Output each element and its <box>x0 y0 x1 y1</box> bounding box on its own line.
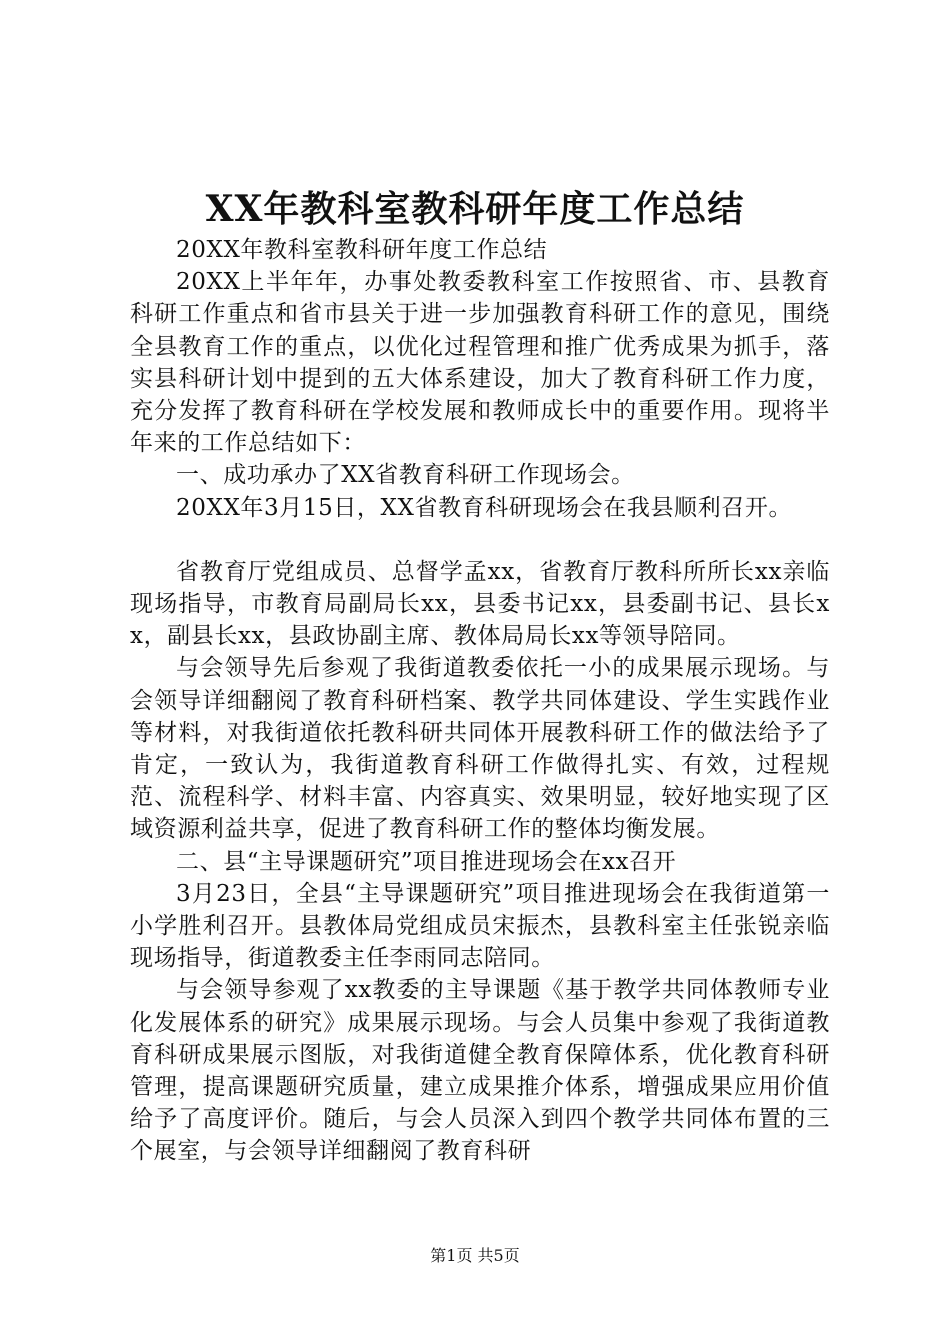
page-footer: 第1页 共5页 <box>430 1246 520 1265</box>
paragraph-visit: 与会领导先后参观了我街道教委依托一小的成果展示现场。与会领导详细翻阅了教育科研档案、教学共同体建设、学生实践作业等材料，对我街道依托教科研共同体开展教科研工作的做法给予了肯定，一致认为，我街道教育科研工作做得扎实、有效，过程规范、流程科学、材料丰富、内容真实、效果明显，较好地实现了区域资源利益共享，促进了教育科研工作的整体均衡发展。 <box>130 655 830 843</box>
paragraph-project-meeting: 3月23日，全县“主导课题研究”项目推进现场会在我街道第一小学胜利召开。县教体局党组成员宋振杰，县教科室主任张锐亲临现场指导，街道教委主任李雨同志陪同。 <box>130 880 830 972</box>
document-body <box>130 234 830 1168</box>
section-heading-1: 一、成功承办了XX省教育科研工作现场会。 <box>176 462 635 489</box>
paragraph-meeting-date: 20XX年3月15日，XX省教育科研现场会在我县顺利召开。 <box>176 494 793 521</box>
paragraph-intro: 20XX上半年年，办事处教委教科室工作按照省、市、县教育科研工作重点和省市县关于进一步加强教育科研工作的意见，围绕全县教育工作的重点，以优化过程管理和推广优秀成果为抓手，落实县科研计划中提到的五大体系建设，加大了教育科研工作力度，充分发挥了教育科研在学校发展和教师成长中的重要作用。现将半年来的工作总结如下： <box>130 269 830 457</box>
paragraph-subtitle: 20XX年教科室教科研年度工作总结 <box>176 237 548 263</box>
document-title: XX年教科室教科研年度工作总结 <box>205 188 745 230</box>
paragraph-exhibition: 与会领导参观了xx教委的主导课题《基于教学共同体教师专业化发展体系的研究》成果展示现场。与会人员集中参观了我街道教育科研成果展示图版，对我街道健全教育保障体系，优化教育科研管理，提高课题研究质量，建立成果推介体系，增强成果应用价值给予了高度评价。随后，与会人员深入到四个教学共同体布置的三个展室，与会领导详细翻阅了教育科研 <box>130 977 830 1165</box>
section-heading-2: 二、县“主导课题研究”项目推进现场会在xx召开 <box>176 848 677 875</box>
paragraph-attendees: 省教育厅党组成员、总督学孟xx，省教育厅教科所所长xx亲临现场指导，市教育局副局长xx，县委书记xx，县委副书记、县长xx，副县长xx，县政协副主席、教体局局长xx等领导陪同。 <box>130 558 830 650</box>
